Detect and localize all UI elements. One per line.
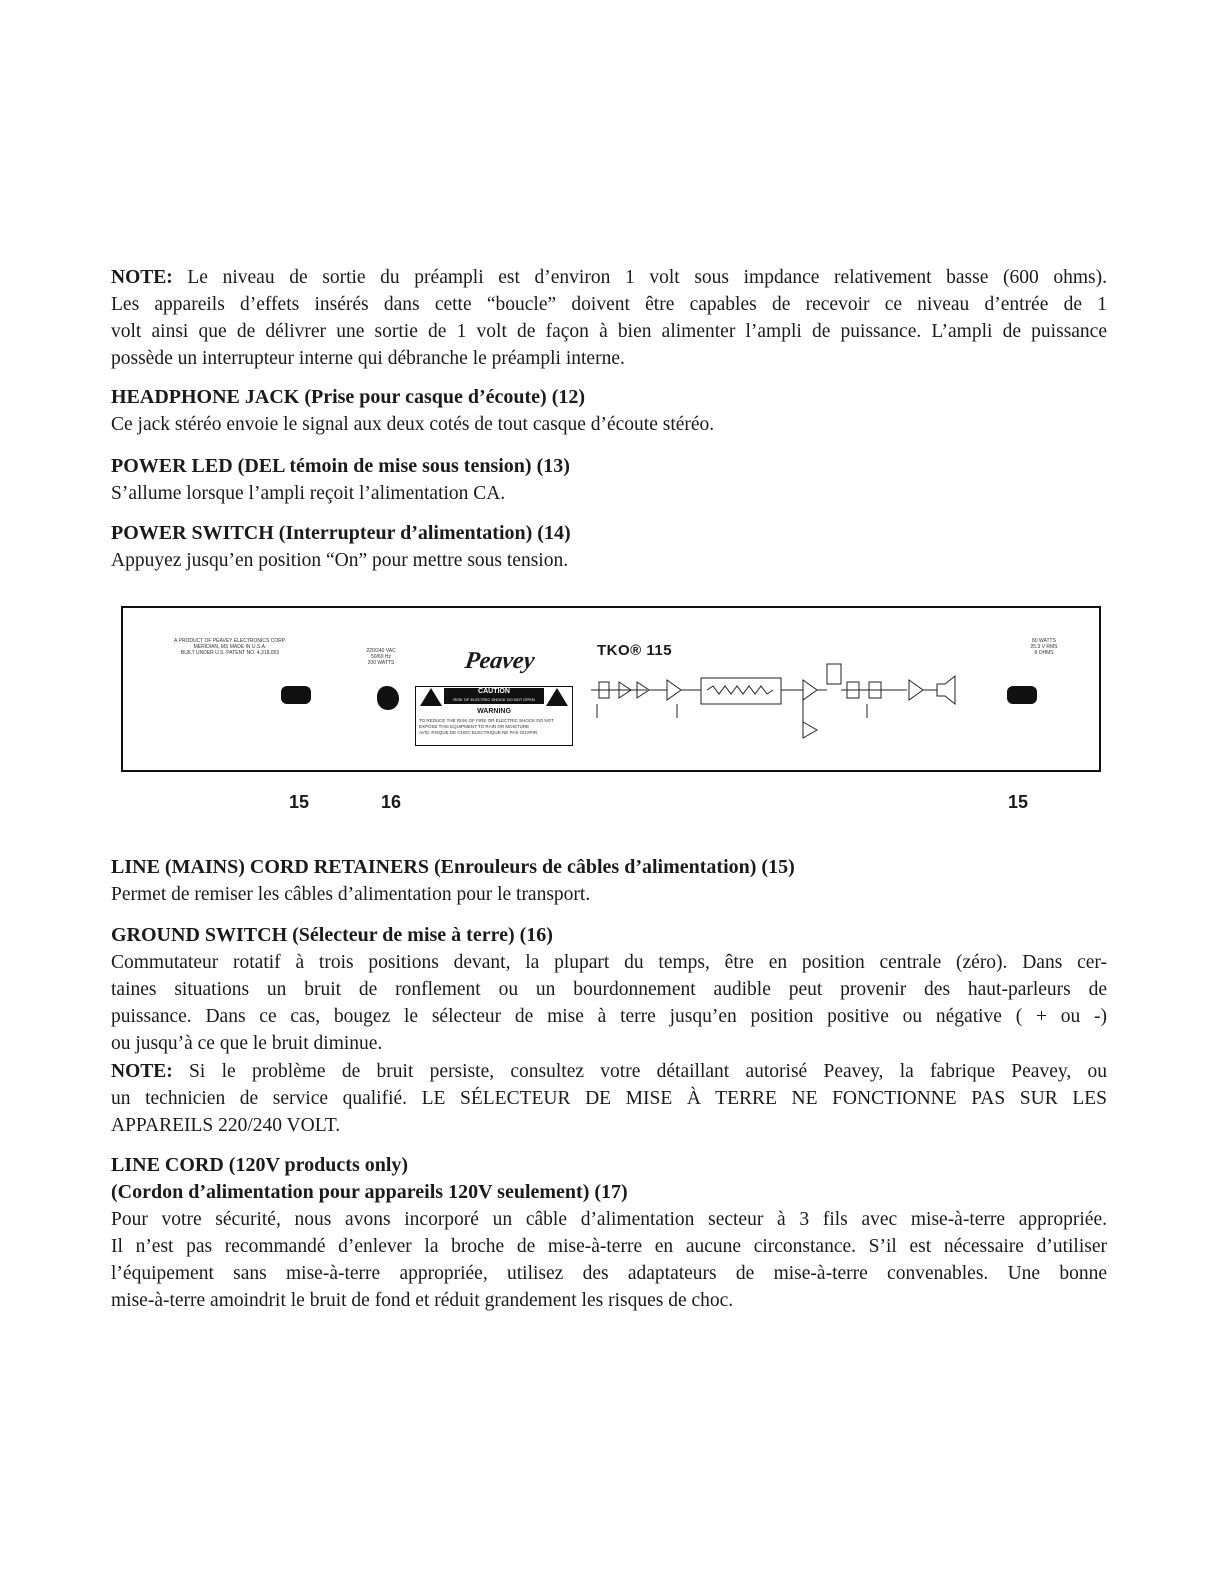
line-cord-heading-1: LINE CORD (120V products only) [111,1154,409,1176]
voltage-text: 220/240 VAC 50/60 Hz 200 WATTS [366,648,396,666]
note-label: NOTE: [111,267,173,288]
note-line-4: possède un interrupteur interne qui débranche le préampli interne. [111,348,625,369]
note2-line-1: NOTE: Si le problème de bruit persiste, consultez votre détaillant autorisé Peavey, la fabrique Peavey, ou [111,1061,1107,1082]
headphone-heading: HEADPHONE JACK (Prise pour casque d’écoute) (12) [111,386,586,408]
caution-bar: CAUTION RISK OF ELECTRIC SHOCK DO NOT OPEN [444,688,544,704]
power-switch-heading: POWER SWITCH (Interrupteur d’alimentation) (14) [111,522,571,544]
ground-switch-heading: GROUND SWITCH (Sélecteur de mise à terre) (16) [111,924,553,946]
back-panel-diagram [121,606,1101,772]
line-cord-line-2: Il n’est pas recommandé d’enlever la broche de mise-à-terre en aucune circonstance. S’il est nécessaire d’utiliser [111,1236,1107,1257]
line-cord-heading-2: (Cordon d’alimentation pour appareils 120V seulement) (17) [111,1181,628,1203]
note-block [111,264,1107,372]
note-line-3: volt ainsi que de délivrer une sortie de 1 volt de façon à bien alimenter l’ampli de puissance. L’ampli de puissance [111,321,1107,342]
line-cord-section [111,1152,1107,1314]
power-led-heading: POWER LED (DEL témoin de mise sous tension) (13) [111,455,570,477]
warning-title: WARNING [477,708,511,715]
note2-line-2: un technicien de service qualifié. LE SÉLECTEUR DE MISE À TERRE NE FONCTIONNE PAS SUR LES [111,1088,1107,1109]
note2-line-3: APPAREILS 220/240 VOLT. [111,1115,341,1136]
caution-label [415,686,573,746]
headphone-body: Ce jack stéréo envoie le signal aux deux cotés de tout casque d’écoute stéréo. [111,414,715,435]
signal-flow-diagram [577,634,987,766]
line-cord-retainers-section [111,854,1107,908]
power-led-body: S’allume lorsque l’ampli reçoit l’alimentation CA. [111,483,506,504]
retainers-body: Permet de remiser les câbles d’alimentation pour le transport. [111,884,591,905]
power-switch-body: Appuyez jusqu’en position “On” pour mettre sous tension. [111,550,569,571]
headphone-section [111,384,1107,438]
ground-line-3: puissance. Dans ce cas, bougez le sélecteur de mise à terre jusqu’en position positive ou négative ( + ou -) [111,1006,1107,1027]
line-cord-line-4: mise-à-terre amoindrit le bruit de fond et réduit grandement les risques de choc. [111,1290,734,1311]
note2-label: NOTE: [111,1061,173,1082]
ground-line-4: ou jusqu’à ce que le bruit diminue. [111,1033,383,1054]
peavey-logo: Peavey [463,648,537,674]
warning-triangle-icon [546,688,568,706]
callout-15-left: 15 [289,792,310,812]
cord-retainer-right [1007,686,1037,704]
line-cord-line-1: Pour votre sécurité, nous avons incorporé un câble d’alimentation secteur à 3 fils avec mise-à-terre appropriée. [111,1209,1107,1230]
product-text: A PRODUCT OF PEAVEY ELECTRONICS CORP. MERIDIAN, MS MADE IN U.S.A. BUILT UNDER U.S. PATENT NO. 4,318,053 [174,638,286,656]
ground-switch-section [111,922,1107,1057]
model-name: TKO® 115 [597,642,673,659]
callout-16: 16 [381,792,402,812]
cord-retainer-left [281,686,311,704]
line-cord-line-3: l’équipement sans mise-à-terre appropriée, utilisez des adaptateurs de mise-à-terre convenables. Une bonne [111,1263,1107,1284]
power-switch-section [111,520,1107,574]
warning-triangle-icon [420,688,442,706]
callout-15-right: 15 [1008,792,1029,812]
ground-line-2: taines situations un bruit de ronflement ou un bourdonnement audible peut provenir des haut-parleurs de [111,979,1107,1000]
output-rating-text: 80 WATTS 25.3 V RMS 8 OHMS [1030,638,1058,656]
note-line-1: NOTE: Le niveau de sortie du préampli est d’environ 1 volt sous impdance relativement basse (600 ohms). [111,267,1107,288]
note2-block [111,1058,1107,1139]
power-led-section [111,453,1107,507]
ground-line-1: Commutateur rotatif à trois positions devant, la plupart du temps, être en position centrale (zéro). Dans cer- [111,952,1107,973]
ground-switch-knob [377,686,399,710]
retainers-heading: LINE (MAINS) CORD RETAINERS (Enrouleurs de câbles d’alimentation) (15) [111,856,795,878]
warning-text: TO REDUCE THE RISK OF FIRE OR ELECTRIC SHOCK DO NOT EXPOSE THIS EQUIPMENT TO RAIN OR MOISTURE AVIS: RISQUE DE CHOC ELECTRIQUE-NE PAS OUVRIR [419,718,554,735]
note-line-2: Les appareils d’effets insérés dans cette “boucle” doivent être capables de recevoir ce niveau d’entrée de 1 [111,294,1107,315]
